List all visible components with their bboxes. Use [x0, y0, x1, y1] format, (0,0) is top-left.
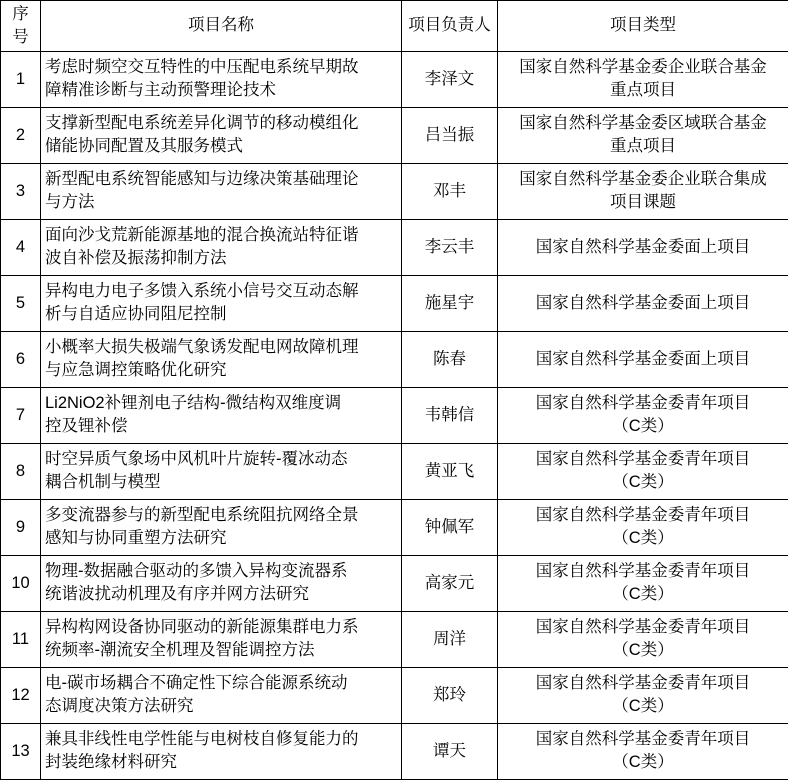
table-row: [1, 723, 788, 779]
cell-index: 3: [1, 163, 41, 219]
cell-project-name: [41, 51, 402, 107]
text-line: 国家自然科学基金委青年项目: [502, 728, 784, 751]
text-line: 国家自然科学基金委青年项目: [502, 504, 784, 527]
cell-leader: 周洋: [402, 611, 498, 667]
table-row: [1, 667, 788, 723]
text-line: 国家自然科学基金委企业联合集成: [502, 168, 784, 191]
cell-project-type: [498, 107, 788, 163]
cell-project-name: [41, 667, 402, 723]
cell-project-name: [41, 163, 402, 219]
cell-leader: 吕当振: [402, 107, 498, 163]
cell-leader: 郑玲: [402, 667, 498, 723]
column-header-name: 项目名称: [41, 1, 402, 52]
text-line: （C类）: [502, 695, 784, 718]
table-row: [1, 107, 788, 163]
cell-index: 7: [1, 387, 41, 443]
cell-project-type: [498, 387, 788, 443]
text-line: 储能协同配置及其服务模式: [45, 135, 397, 158]
text-line: 时空异质气象场中风机叶片旋转-覆冰动态: [45, 448, 397, 471]
text-line: 与应急调控策略优化研究: [45, 359, 397, 382]
cell-project-name: [41, 219, 402, 275]
cell-leader: 韦韩信: [402, 387, 498, 443]
cell-leader: 邓丰: [402, 163, 498, 219]
text-line: 感知与协同重塑方法研究: [45, 527, 397, 550]
text-line: 新型配电系统智能感知与边缘决策基础理论: [45, 168, 397, 191]
cell-index: 5: [1, 275, 41, 331]
cell-project-type: [498, 667, 788, 723]
cell-project-name: [41, 723, 402, 779]
column-header-leader: 项目负责人: [402, 1, 498, 52]
cell-index: 11: [1, 611, 41, 667]
text-line: 国家自然科学基金委青年项目: [502, 392, 784, 415]
cell-leader: 黄亚飞: [402, 443, 498, 499]
cell-project-name: [41, 107, 402, 163]
text-line: 态调度决策方法研究: [45, 695, 397, 718]
cell-index: 12: [1, 667, 41, 723]
table-row: [1, 611, 788, 667]
cell-index: 8: [1, 443, 41, 499]
cell-project-type: [498, 723, 788, 779]
text-line: 重点项目: [502, 79, 784, 102]
table-row: [1, 275, 788, 331]
cell-project-name: [41, 611, 402, 667]
cell-project-name: [41, 555, 402, 611]
text-line: 异构电力电子多馈入系统小信号交互动态解: [45, 280, 397, 303]
cell-index: 10: [1, 555, 41, 611]
text-line: 异构构网设备协同驱动的新能源集群电力系: [45, 616, 397, 639]
column-header-index: 序号: [1, 1, 41, 52]
table-row: [1, 51, 788, 107]
table-row: [1, 387, 788, 443]
table-row: [1, 443, 788, 499]
text-line: 考虑时频空交互特性的中压配电系统早期故: [45, 56, 397, 79]
cell-project-type: [498, 51, 788, 107]
text-line: 小概率大损失极端气象诱发配电网故障机理: [45, 336, 397, 359]
text-line: 国家自然科学基金委企业联合基金: [502, 56, 784, 79]
cell-project-name: [41, 275, 402, 331]
text-line: 封装绝缘材料研究: [45, 751, 397, 774]
cell-project-type: [498, 219, 788, 275]
cell-index: 4: [1, 219, 41, 275]
text-line: （C类）: [502, 415, 784, 438]
text-line: 国家自然科学基金委青年项目: [502, 448, 784, 471]
cell-project-type: [498, 611, 788, 667]
cell-project-type: [498, 443, 788, 499]
text-line: 波自补偿及振荡抑制方法: [45, 247, 397, 270]
text-line: 国家自然科学基金委面上项目: [502, 348, 784, 371]
cell-leader: 李云丰: [402, 219, 498, 275]
text-line: 项目课题: [502, 191, 784, 214]
cell-index: 1: [1, 51, 41, 107]
cell-project-name: [41, 443, 402, 499]
cell-project-type: [498, 331, 788, 387]
text-line: 国家自然科学基金委青年项目: [502, 616, 784, 639]
text-line: （C类）: [502, 471, 784, 494]
text-line: 物理-数据融合驱动的多馈入异构变流器系: [45, 560, 397, 583]
text-line: 面向沙戈荒新能源基地的混合换流站特征谐: [45, 224, 397, 247]
cell-project-type: [498, 163, 788, 219]
text-line: 耦合机制与模型: [45, 471, 397, 494]
table-row: [1, 331, 788, 387]
text-line: （C类）: [502, 751, 784, 774]
cell-leader: 陈春: [402, 331, 498, 387]
cell-project-type: [498, 275, 788, 331]
cell-leader: 施星宇: [402, 275, 498, 331]
text-line: 国家自然科学基金委区域联合基金: [502, 112, 784, 135]
cell-leader: 谭天: [402, 723, 498, 779]
text-line: 支撑新型配电系统差异化调节的移动模组化: [45, 112, 397, 135]
text-line: 电-碳市场耦合不确定性下综合能源系统动: [45, 672, 397, 695]
text-line: 析与自适应协同阻尼控制: [45, 303, 397, 326]
table-body: [1, 51, 788, 779]
cell-index: 9: [1, 499, 41, 555]
text-line: （C类）: [502, 583, 784, 606]
cell-leader: 钟佩军: [402, 499, 498, 555]
text-line: 控及锂补偿: [45, 415, 397, 438]
cell-project-name: [41, 331, 402, 387]
cell-index: 6: [1, 331, 41, 387]
text-line: （C类）: [502, 639, 784, 662]
text-line: Li2NiO2补锂剂电子结构-微结构双维度调: [45, 392, 397, 415]
table-row: [1, 555, 788, 611]
table-row: [1, 163, 788, 219]
table-row: [1, 499, 788, 555]
text-line: 重点项目: [502, 135, 784, 158]
text-line: 国家自然科学基金委青年项目: [502, 672, 784, 695]
text-line: 兼具非线性电学性能与电树枝自修复能力的: [45, 728, 397, 751]
text-line: （C类）: [502, 527, 784, 550]
table-row: [1, 219, 788, 275]
text-line: 与方法: [45, 191, 397, 214]
text-line: 国家自然科学基金委青年项目: [502, 560, 784, 583]
cell-leader: 高家元: [402, 555, 498, 611]
text-line: 国家自然科学基金委面上项目: [502, 292, 784, 315]
cell-project-name: [41, 387, 402, 443]
column-header-type: 项目类型: [498, 1, 788, 52]
cell-leader: 李泽文: [402, 51, 498, 107]
cell-project-type: [498, 555, 788, 611]
text-line: 统频率-潮流安全机理及智能调控方法: [45, 639, 397, 662]
text-line: 统谐波扰动机理及有序并网方法研究: [45, 583, 397, 606]
cell-project-type: [498, 499, 788, 555]
cell-index: 13: [1, 723, 41, 779]
table-header-row: [1, 1, 788, 52]
text-line: 多变流器参与的新型配电系统阻抗网络全景: [45, 504, 397, 527]
cell-index: 2: [1, 107, 41, 163]
text-line: 国家自然科学基金委面上项目: [502, 236, 784, 259]
cell-project-name: [41, 499, 402, 555]
text-line: 障精准诊断与主动预警理论技术: [45, 79, 397, 102]
